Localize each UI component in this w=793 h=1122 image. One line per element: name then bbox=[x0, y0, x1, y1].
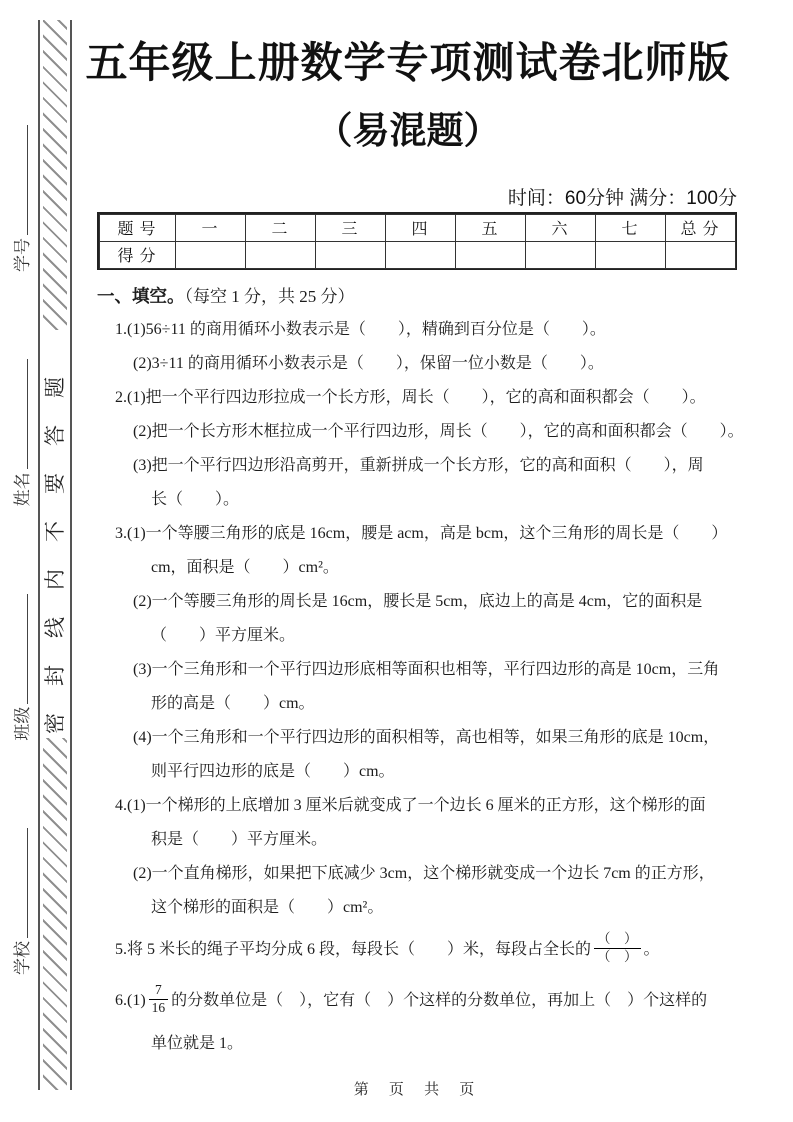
score-header-cell: 七 bbox=[595, 214, 666, 242]
fraction-numerator: （ ） bbox=[594, 931, 641, 949]
score-header-cell: 四 bbox=[385, 214, 456, 242]
question-line: (2)一个直角梯形，如果把下底减少 3cm，这个梯形就变成一个边长 7cm 的正方形， bbox=[133, 865, 715, 882]
score-header-cell: 五 bbox=[455, 214, 526, 242]
field-class bbox=[8, 594, 33, 741]
score-cell bbox=[595, 241, 666, 269]
score-header-cell: 二 bbox=[245, 214, 316, 242]
question-line: (2)把一个长方形木框拉成一个平行四边形，周长（ ），它的高和面积都会（ ）。 bbox=[133, 423, 744, 440]
score-cell bbox=[175, 241, 246, 269]
question-text: 5.将 5 米长的绳子平均分成 6 段，每段长（ ）米，每段占全长的 bbox=[115, 941, 592, 959]
seal-student-fields bbox=[2, 125, 38, 975]
field-student-number-blank-line bbox=[10, 125, 28, 235]
score-header-cell: 三 bbox=[315, 214, 386, 242]
section-heading-note: （每空 1 分，共 25 分） bbox=[184, 287, 355, 306]
page-footer: 第 页 共 页 bbox=[353, 1081, 483, 1098]
question-line: （ ）平方厘米。 bbox=[151, 627, 296, 644]
field-school bbox=[8, 828, 33, 975]
score-header-cell: 一 bbox=[175, 214, 246, 242]
question-line: 4.(1)一个梯形的上底增加 3 厘米后就变成了一个边长 6 厘米的正方形，这个梯形的面 bbox=[115, 797, 706, 814]
score-header-cell: 题 号 bbox=[99, 214, 176, 242]
question-line: (3)一个三角形和一个平行四边形底相等面积也相等，平行四边形的高是 10cm，三角 bbox=[133, 661, 720, 678]
question-line: 则平行四边形的底是（ ）cm。 bbox=[151, 763, 395, 780]
fraction-blank bbox=[594, 931, 641, 966]
question-line: cm，面积是（ ）cm²。 bbox=[151, 559, 339, 576]
fraction-denominator: 16 bbox=[151, 999, 166, 1015]
field-name-label: 姓名 bbox=[12, 472, 32, 507]
field-class-label: 班级 bbox=[12, 706, 32, 741]
field-school-label: 学校 bbox=[12, 941, 32, 975]
score-header-cell: 六 bbox=[525, 214, 596, 242]
question-text: 的分数单位是（ ），它有（ ）个这样的分数单位，再加上（ ）个这样的 bbox=[171, 991, 708, 1009]
score-cell bbox=[385, 241, 456, 269]
question-line: (2)3÷11 的商用循环小数表示是（ ），保留一位小数是（ ）。 bbox=[133, 355, 604, 372]
field-name bbox=[8, 359, 33, 506]
question-line: (4)一个三角形和一个平行四边形的面积相等，高也相等，如果三角形的底是 10cm， bbox=[133, 729, 720, 746]
fraction-seven-sixteenths bbox=[149, 982, 169, 1017]
question-line: (3)把一个平行四边形沿高剪开，重新拼成一个长方形，它的高和面积（ ），周 bbox=[133, 457, 704, 474]
questions-section bbox=[97, 283, 745, 1061]
question-line: 3.(1)一个等腰三角形的底是 16cm，腰是 acm，高是 bcm，这个三角形的周长是（ ） bbox=[115, 525, 728, 542]
fraction-denominator: （ ） bbox=[597, 948, 638, 964]
fraction-numerator: 7 bbox=[149, 982, 169, 1000]
question-line: 长（ ）。 bbox=[151, 491, 240, 508]
question-line bbox=[97, 925, 745, 976]
score-row-label: 得 分 bbox=[99, 241, 176, 269]
hatch-pattern-top bbox=[43, 20, 67, 330]
score-table bbox=[97, 212, 737, 270]
score-header-cell: 总 分 bbox=[665, 214, 736, 242]
paper-subtitle: （易混题） bbox=[315, 110, 501, 151]
question-line: 2.(1)把一个平行四边形拉成一个长方形，周长（ ），它的高和面积都会（ ）。 bbox=[115, 389, 706, 406]
question-line: 形的高是（ ）cm。 bbox=[151, 695, 315, 712]
score-cell bbox=[245, 241, 316, 269]
section-heading-title: 一、填空。 bbox=[97, 286, 185, 306]
score-cell bbox=[315, 241, 386, 269]
field-student-number bbox=[8, 125, 33, 272]
time-score-info: 时间：60分钟 满分：100分 bbox=[507, 188, 737, 209]
field-name-blank-line bbox=[10, 359, 28, 469]
section-heading bbox=[97, 283, 745, 310]
question-line bbox=[97, 976, 745, 1027]
score-cell bbox=[455, 241, 526, 269]
hatch-pattern-bottom bbox=[43, 738, 67, 1090]
question-line: (2)一个等腰三角形的周长是 16cm，腰长是 5cm，底边上的高是 4cm，它的面积是 bbox=[133, 593, 703, 610]
question-text: 。 bbox=[643, 941, 660, 959]
question-line: 积是（ ）平方厘米。 bbox=[151, 831, 328, 848]
question-line: 单位就是 1。 bbox=[151, 1034, 244, 1052]
paper-title: 五年级上册数学专项测试卷北师版 bbox=[85, 39, 731, 86]
question-line: 1.(1)56÷11 的商用循环小数表示是（ ），精确到百分位是（ ）。 bbox=[115, 321, 606, 338]
question-text: 6.(1) bbox=[115, 991, 146, 1009]
question-line: 这个梯形的面积是（ ）cm²。 bbox=[151, 899, 384, 916]
field-school-blank-line bbox=[10, 828, 28, 938]
field-class-blank-line bbox=[10, 594, 28, 704]
seal-warning-text: 密封线内不要答题 bbox=[43, 350, 67, 734]
field-student-number-label: 学号 bbox=[12, 238, 32, 273]
score-cell bbox=[525, 241, 596, 269]
score-cell bbox=[665, 241, 736, 269]
